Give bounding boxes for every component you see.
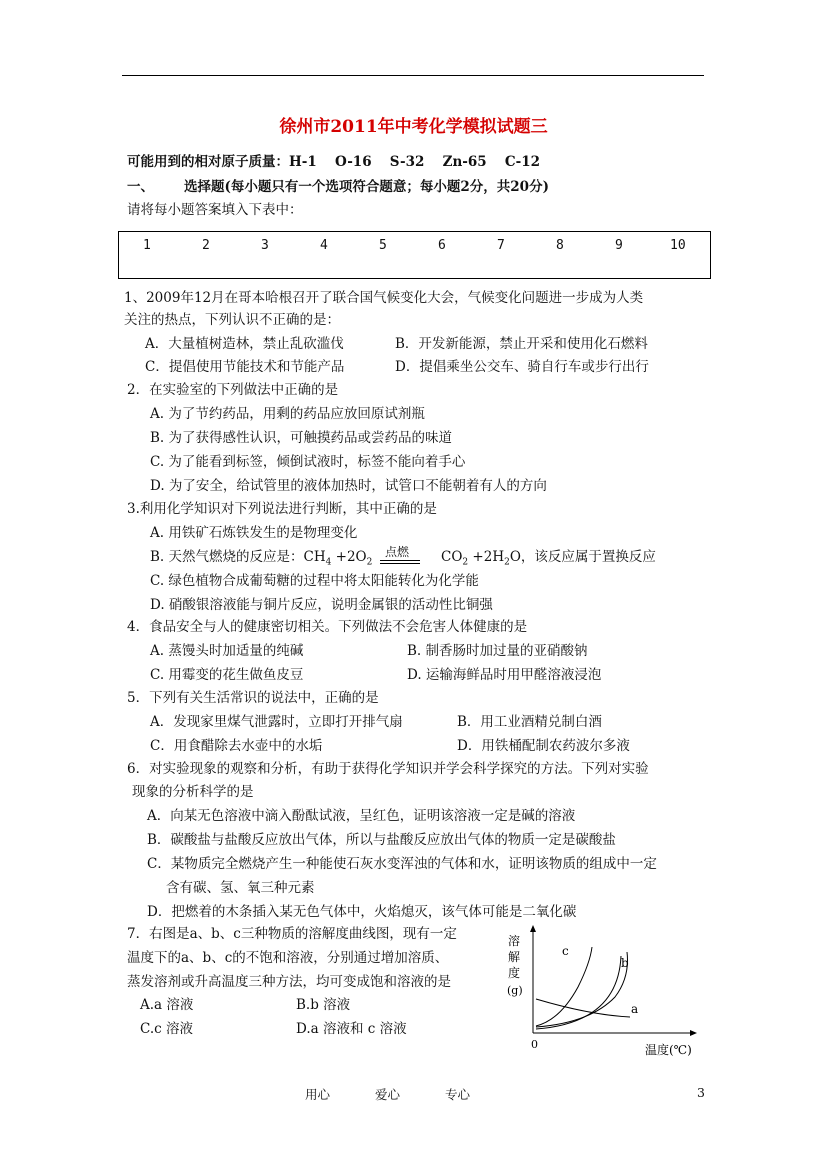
curve-c-line	[536, 947, 592, 1026]
answer-cell[interactable]: 2	[202, 238, 210, 253]
answer-table	[118, 231, 711, 279]
curve-b	[536, 956, 621, 1029]
question-stem: 3.利用化学知识对下列说法进行判断，其中正确的是	[127, 501, 437, 517]
answer-cell[interactable]: 7	[497, 238, 505, 253]
option[interactable]: B. 天然气燃烧的反应是：$CH_4 +2O_2$	[150, 549, 373, 568]
curve-label-b: b	[621, 956, 629, 970]
question-stem: 关注的热点，下列认识不正确的是：	[124, 312, 340, 328]
option[interactable]: A.a 溶液	[140, 997, 194, 1013]
curve-label-c: c	[562, 944, 569, 958]
question-stem: 现象的分析科学的是	[132, 784, 254, 800]
option[interactable]: C. 为了能看到标签，倾倒试液时，标签不能向着手心	[150, 454, 466, 470]
footer-item: 用心	[305, 1087, 331, 1102]
option[interactable]: B．开发新能源，禁止开采和使用化石燃料	[395, 336, 648, 352]
y-label-char: 解	[508, 950, 521, 964]
reaction-arrow-line	[380, 560, 420, 561]
option[interactable]: C.c 溶液	[140, 1021, 193, 1037]
x-axis	[533, 1030, 697, 1036]
option[interactable]: B. 制香肠时加过量的亚硝酸钠	[407, 643, 588, 659]
option[interactable]: C．某物质完全燃烧产生一种能使石灰水变浑浊的气体和水，证明该物质的组成中一定	[147, 856, 657, 872]
option[interactable]: D．提倡乘坐公交车、骑自行车或步行出行	[395, 359, 649, 375]
option[interactable]: D. 为了安全，给试管里的液体加热时，试管口不能朝着有人的方向	[150, 478, 547, 494]
y-label-char: (g)	[507, 984, 523, 997]
option[interactable]: B. 为了获得感性认识，可触摸药品或尝药品的味道	[150, 430, 453, 446]
answer-cell[interactable]: 3	[261, 238, 269, 253]
answer-cell[interactable]: 5	[379, 238, 387, 253]
option[interactable]: D. 硝酸银溶液能与铜片反应，说明金属银的活动性比铜强	[150, 597, 493, 613]
footer-item: 爱心	[375, 1087, 401, 1102]
question-stem: 5．下列有关生活常识的说法中，正确的是	[127, 690, 379, 706]
option[interactable]: B．用工业酒精兑制白酒	[457, 714, 602, 730]
reaction-arrow-line	[380, 563, 420, 564]
option[interactable]: D．用铁桶配制农药波尔多液	[457, 738, 630, 754]
option[interactable]: B.b 溶液	[296, 997, 351, 1013]
answer-cell[interactable]: 6	[438, 238, 446, 253]
curve-a	[536, 999, 630, 1017]
option[interactable]: D．把燃着的木条插入某无色气体中，火焰熄灭，该气体可能是二氧化碳	[147, 904, 577, 920]
curve-label-a: a	[631, 1002, 639, 1016]
option[interactable]: C. 绿色植物合成葡萄糖的过程中将太阳能转化为化学能	[150, 573, 479, 589]
question-stem: 7．右图是a、b、c三种物质的溶解度曲线图，现有一定	[127, 926, 457, 942]
question-stem: 温度下的a、b、c的不饱和溶液，分别通过增加溶质、	[127, 950, 449, 966]
answer-cell[interactable]: 10	[670, 238, 686, 253]
header-rule	[122, 75, 704, 76]
option[interactable]: A. 为了节约药品，用剩的药品应放回原试剂瓶	[150, 406, 425, 422]
y-label-char: 溶	[508, 934, 521, 948]
option[interactable]: C. 用霉变的花生做鱼皮豆	[150, 667, 304, 683]
solubility-curve-chart	[500, 925, 700, 1065]
page-title: 徐州市2011年中考化学模拟试题三	[279, 117, 548, 137]
question-stem: 6．对实验现象的观察和分析，有助于获得化学知识并学会科学探究的方法。下列对实验	[127, 761, 649, 777]
question-stem: 4．食品安全与人的健康密切相关。下列做法不会危害人体健康的是	[127, 619, 528, 635]
option[interactable]: D. 运输海鲜品时用甲醛溶液浸泡	[407, 667, 602, 683]
option[interactable]: A．向某无色溶液中滴入酚酞试液，呈红色，证明该溶液一定是碱的溶液	[147, 808, 576, 824]
option[interactable]: A. 用铁矿石炼铁发生的是物理变化	[150, 525, 358, 541]
section-title: 选择题(每小题只有一个选项符合题意；每小题2分，共20分)	[184, 179, 549, 195]
option[interactable]: C．提倡使用节能技术和节能产品	[145, 359, 345, 375]
option[interactable]: A．发现家里煤气泄露时，立即打开排气扇	[150, 714, 403, 730]
y-label-char: 度	[508, 966, 521, 980]
answer-cell[interactable]: 4	[320, 238, 328, 253]
option[interactable]: C．用食醋除去水壶中的水垢	[150, 738, 323, 754]
page-number: 3	[697, 1085, 705, 1100]
reaction-condition: 点燃	[385, 545, 410, 559]
option[interactable]: A．大量植树造林，禁止乱砍滥伐	[145, 336, 344, 352]
x-axis-label: 温度(℃)	[645, 1043, 692, 1057]
question-stem: 1、2009年12月在哥本哈根召开了联合国气候变化大会，气候变化问题进一步成为人类	[124, 290, 644, 306]
footer-item: 专心	[445, 1087, 471, 1102]
answer-cell[interactable]: 8	[556, 238, 564, 253]
question-stem: 蒸发溶剂或升高温度三种方法，均可变成饱和溶液的是	[127, 974, 451, 990]
atomic-masses: 可能用到的相对原子质量：H-1 O-16 S-32 Zn-65 C-12	[127, 154, 541, 170]
answer-cell[interactable]: 9	[615, 238, 623, 253]
option[interactable]: D.a 溶液和 c 溶液	[296, 1021, 407, 1037]
option[interactable]: B．碳酸盐与盐酸反应放出气体，所以与盐酸反应放出气体的物质一定是碳酸盐	[147, 832, 616, 848]
option[interactable]: A. 蒸馒头时加适量的纯碱	[150, 643, 304, 659]
origin-label: 0	[531, 1038, 538, 1051]
answer-cell[interactable]: 1	[143, 238, 151, 253]
y-axis	[530, 925, 536, 1033]
question-stem: 2．在实验室的下列做法中正确的是	[127, 382, 339, 398]
option-continuation: 含有碳、氢、氧三种元素	[166, 880, 315, 896]
section-number: 一、	[127, 179, 154, 195]
equation-products: $CO_2 +2H_2O$，该反应属于置换反应	[441, 549, 656, 568]
section-instruction: 请将每小题答案填入下表中：	[127, 202, 303, 218]
